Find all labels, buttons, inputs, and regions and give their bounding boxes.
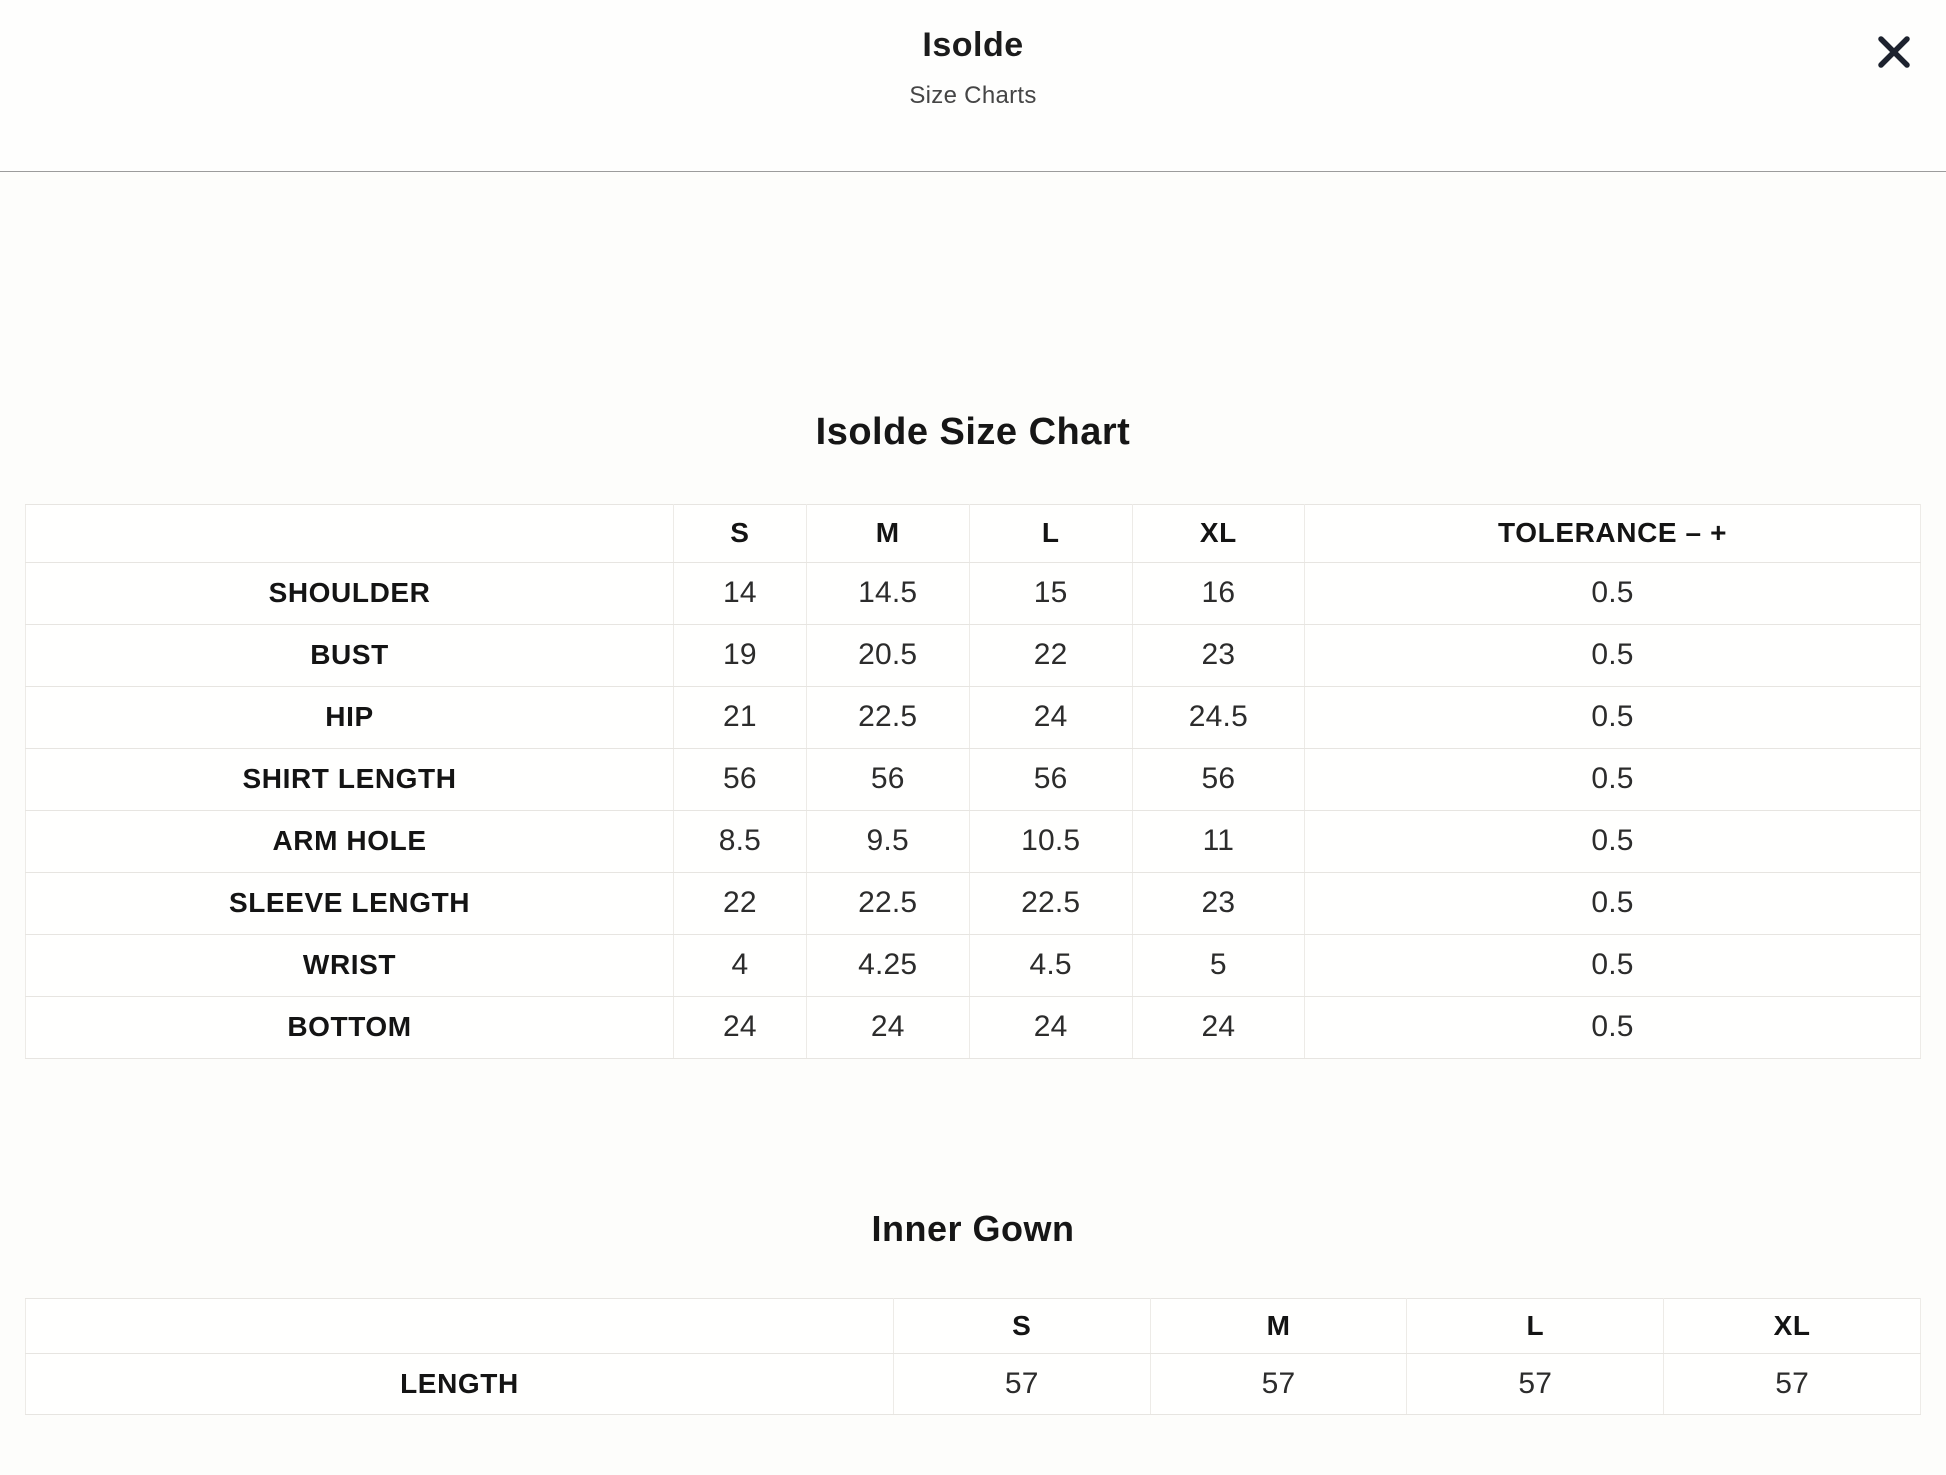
- size-value: 57: [1150, 1353, 1407, 1414]
- size-value: 14: [674, 562, 807, 624]
- size-value: 24: [969, 686, 1132, 748]
- close-button[interactable]: [1868, 26, 1920, 78]
- modal-title: Isolde: [922, 26, 1024, 64]
- tolerance-value: 0.5: [1305, 624, 1921, 686]
- size-value: 23: [1132, 624, 1304, 686]
- inner-gown-table: [25, 1298, 1921, 1415]
- size-value: 10.5: [969, 810, 1132, 872]
- table-row-wrist: [26, 934, 1921, 996]
- size-chart-header-row: [26, 504, 1921, 562]
- size-value: 22.5: [806, 872, 969, 934]
- column-header-s: S: [674, 504, 807, 562]
- size-value: 57: [1664, 1353, 1921, 1414]
- column-header-m: M: [806, 504, 969, 562]
- size-value: 24: [969, 996, 1132, 1058]
- size-value: 11: [1132, 810, 1304, 872]
- column-header-s: S: [893, 1298, 1150, 1353]
- size-value: 23: [1132, 872, 1304, 934]
- row-label: WRIST: [26, 934, 674, 996]
- size-value: 57: [1407, 1353, 1664, 1414]
- tolerance-value: 0.5: [1305, 748, 1921, 810]
- size-value: 22.5: [806, 686, 969, 748]
- inner-gown-title: Inner Gown: [871, 1207, 1075, 1249]
- size-value: 9.5: [806, 810, 969, 872]
- column-header-l: L: [1407, 1298, 1664, 1353]
- size-value: 22: [969, 624, 1132, 686]
- size-value: 22.5: [969, 872, 1132, 934]
- row-label: ARM HOLE: [26, 810, 674, 872]
- size-value: 56: [674, 748, 807, 810]
- size-value: 5: [1132, 934, 1304, 996]
- size-chart-title: Isolde Size Chart: [815, 411, 1131, 453]
- size-value: 16: [1132, 562, 1304, 624]
- tolerance-value: 0.5: [1305, 562, 1921, 624]
- modal-subtitle: Size Charts: [909, 82, 1037, 110]
- column-header-xl: XL: [1132, 504, 1304, 562]
- table-row-sleeve-length: [26, 872, 1921, 934]
- row-label: SHOULDER: [26, 562, 674, 624]
- size-chart-table: [25, 504, 1921, 1059]
- size-value: 15: [969, 562, 1132, 624]
- size-value: 56: [969, 748, 1132, 810]
- size-value: 21: [674, 686, 807, 748]
- table-row-bust: [26, 624, 1921, 686]
- tolerance-value: 0.5: [1305, 810, 1921, 872]
- modal-body: [0, 172, 1946, 1415]
- tolerance-value: 0.5: [1305, 996, 1921, 1058]
- row-label: LENGTH: [26, 1353, 894, 1414]
- size-value: 20.5: [806, 624, 969, 686]
- column-header-m: M: [1150, 1298, 1407, 1353]
- size-value: 57: [893, 1353, 1150, 1414]
- table-row-hip: [26, 686, 1921, 748]
- table-row-length: [26, 1353, 1921, 1414]
- close-icon: [1874, 32, 1914, 72]
- size-value: 4: [674, 934, 807, 996]
- corner-cell: [26, 504, 674, 562]
- row-label: BUST: [26, 624, 674, 686]
- corner-cell: [26, 1298, 894, 1353]
- size-value: 14.5: [806, 562, 969, 624]
- size-value: 8.5: [674, 810, 807, 872]
- size-value: 4.5: [969, 934, 1132, 996]
- column-header-l: L: [969, 504, 1132, 562]
- tolerance-value: 0.5: [1305, 686, 1921, 748]
- row-label: SLEEVE LENGTH: [26, 872, 674, 934]
- row-label: HIP: [26, 686, 674, 748]
- modal-header: [0, 0, 1946, 172]
- table-row-bottom: [26, 996, 1921, 1058]
- tolerance-value: 0.5: [1305, 934, 1921, 996]
- column-header-xl: XL: [1664, 1298, 1921, 1353]
- row-label: SHIRT LENGTH: [26, 748, 674, 810]
- size-value: 56: [1132, 748, 1304, 810]
- size-value: 4.25: [806, 934, 969, 996]
- size-value: 19: [674, 624, 807, 686]
- tolerance-value: 0.5: [1305, 872, 1921, 934]
- size-value: 22: [674, 872, 807, 934]
- inner-gown-header-row: [26, 1298, 1921, 1353]
- size-value: 24.5: [1132, 686, 1304, 748]
- table-row-arm-hole: [26, 810, 1921, 872]
- size-value: 56: [806, 748, 969, 810]
- size-value: 24: [806, 996, 969, 1058]
- row-label: BOTTOM: [26, 996, 674, 1058]
- table-row-shoulder: [26, 562, 1921, 624]
- size-value: 24: [674, 996, 807, 1058]
- column-header-tolerance: TOLERANCE – +: [1305, 504, 1921, 562]
- size-value: 24: [1132, 996, 1304, 1058]
- table-row-shirt-length: [26, 748, 1921, 810]
